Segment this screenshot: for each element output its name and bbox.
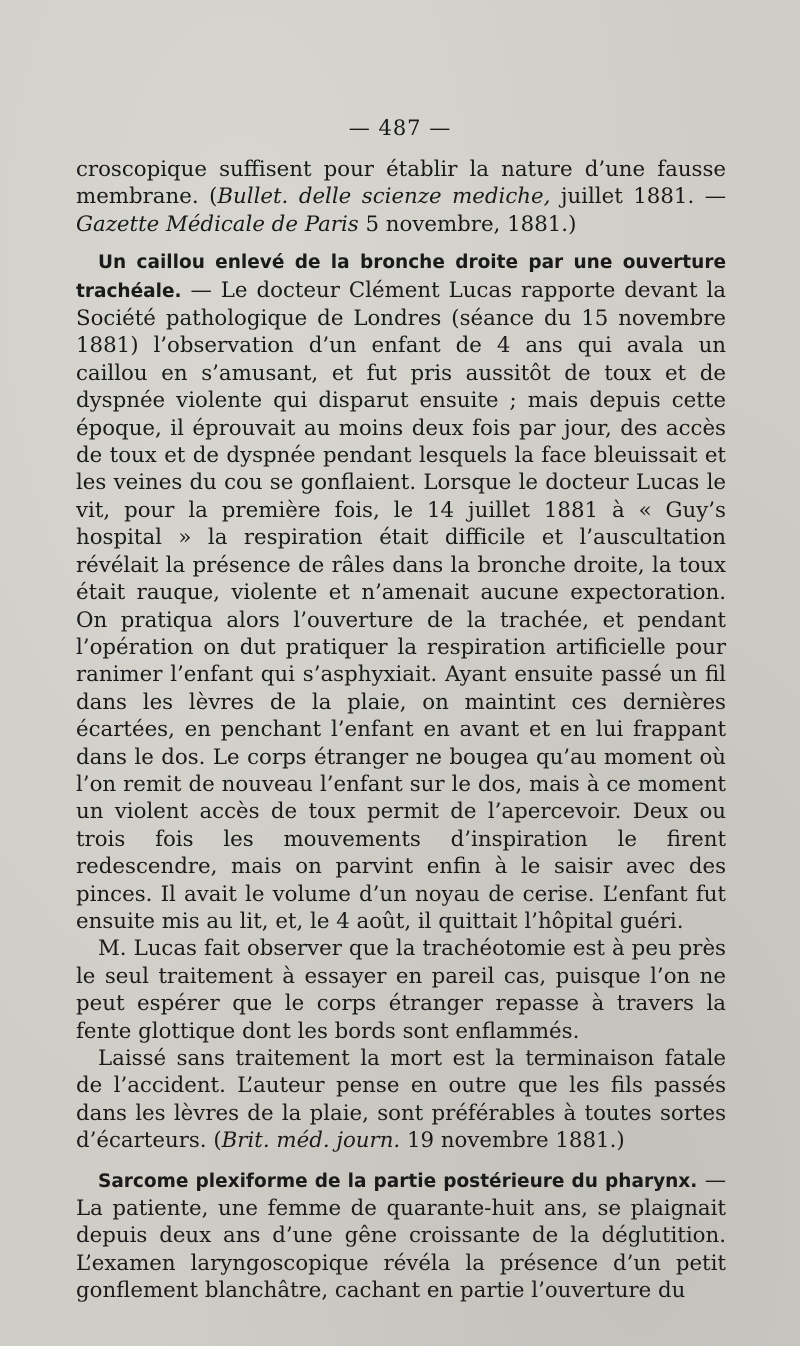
page-body [76,156,726,1305]
article-paragraph [76,1045,726,1155]
page-number: — 487 — [348,116,452,140]
article-heading: Sarcome plexiforme de la partie postérieure du pharynx. [98,1170,698,1192]
citation: Brit. méd. journ. [221,1128,401,1154]
citation: Bullet. delle scienze mediche, [217,184,551,210]
paragraph-continuation [76,156,726,238]
article-heading: Un caillou enlevé de la bronche droite par une ouverture trachéale. [76,252,726,302]
article-paragraph [76,248,726,935]
text-segment: 5 novembre, 1881.) [358,211,577,237]
article-body: — Le docteur Clément Lucas rapporte devant la Société pathologique de Londres (séance du 15 novembre 1881) l’observation d’un enfant de 4 ans qui avala un caillou en s’amusant, et fut pris aussitôt de toux et de dyspnée violente qui disparut ensuite ; mais depuis cette époque, il éprouvait au moins deux fois par jour, des accès de toux et de dyspnée pendant lesquels la face bleuissait et les veines du cou se gonflaient. Lorsque le docteur Lucas le vit, pour la première fois, le 14 juillet 1881 à « Guy’s hospital » la respiration était difficile et l’auscultation révélait la présence de râles dans la bronche droite, la toux était rauque, violente et n’amenait aucune expectoration. On pratiqua alors l’ouverture de la trachée, et pendant l’opération on dut pratiquer la respiration artificielle pour ranimer l’enfant qui s’asphyxiait. Ayant ensuite passé un fil dans les lèvres de la plaie, on maintint ces dernières écartées, en penchant l’enfant en avant et en lui frappant dans le dos. Le corps étranger ne bougea qu’au moment où l’on remit de nouveau l’enfant sur le dos, mais à ce moment un violent accès de toux permit de l’apercevoir. Deux ou trois fois les mouvements d’inspiration le firent redescendre, mais on parvint enfin à le saisir avec des pinces. Il avait le volume d’un noyau de cerise. L’enfant fut ensuite mis au lit, et, le 4 août, il quittait l’hôpital guéri. [76,277,726,934]
text-segment: juillet 1881. — [550,184,727,210]
article-body: Laissé sans traitement la mort est la terminaison fatale de l’accident. L’auteur pense en outre que les fils passés dans les lèvres de la plaie, sont préférables à toutes sortes d’écarteurs. ( [76,1046,726,1154]
text-segment: 19 novembre 1881.) [400,1128,625,1154]
text-segment: croscopique suffisent pour établir la nature d’une fausse membrane. ( [76,157,726,210]
article-body: M. Lucas fait observer que la trachéotomie est à peu près le seul traitement à essayer en pareil cas, puisque l’on ne peut espérer que le corps étranger repasse à travers la fente glottique dont les bords sont enflammés. [76,936,726,1044]
citation: Gazette Médicale de Paris [76,211,359,237]
article-paragraph [76,1167,726,1305]
article-paragraph [76,935,726,1045]
article-body: — La patiente, une femme de quarante-huit ans, se plaignait depuis deux ans d’une gêne croissante de la déglutition. L’examen laryngoscopique révéla la présence d’un petit gonflement blanchâtre, cachant en partie l’ouverture du [76,1167,726,1304]
